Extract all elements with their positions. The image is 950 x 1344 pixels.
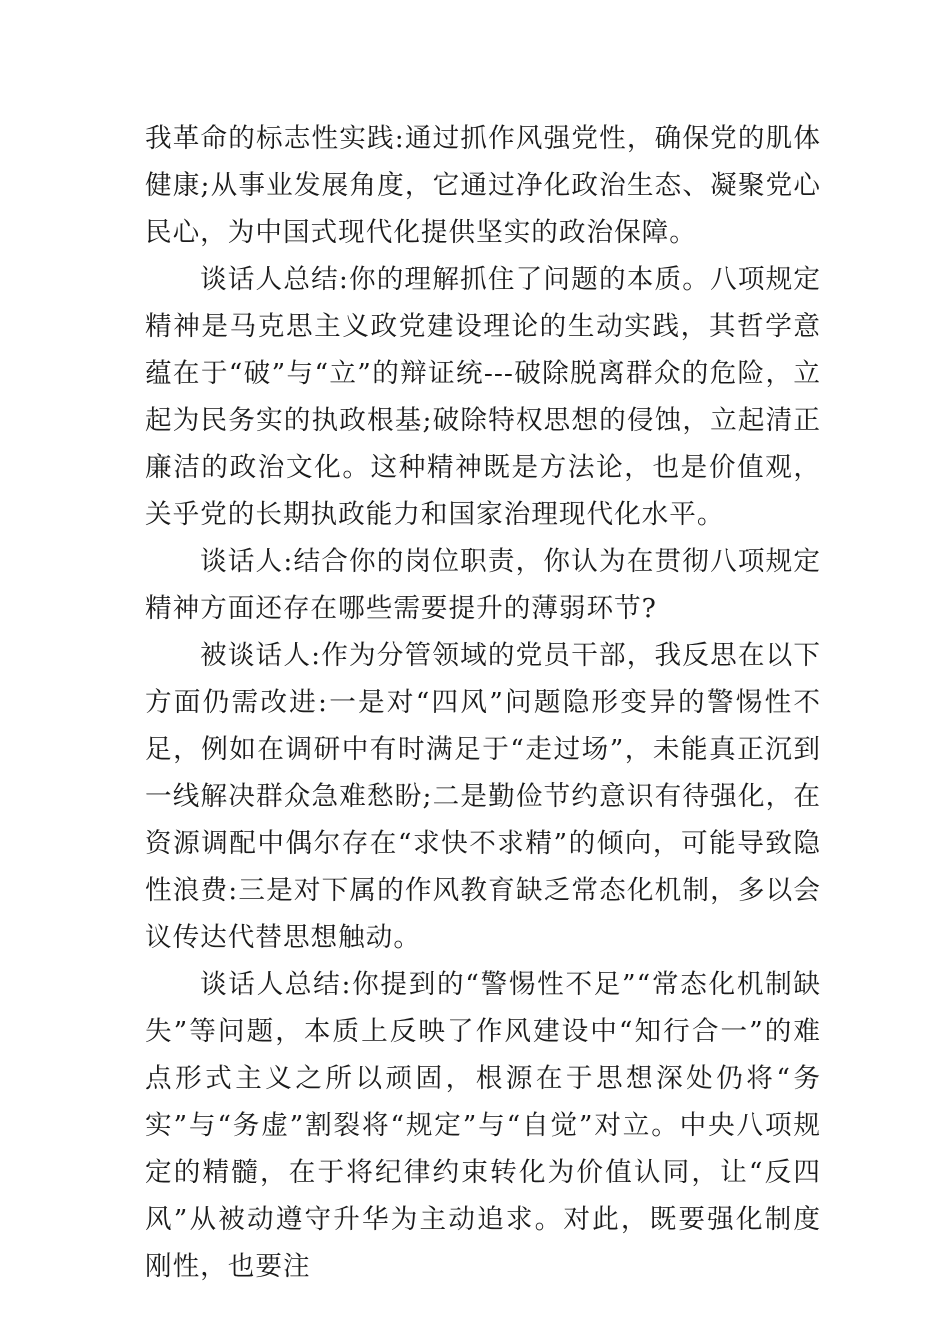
document-body: [145, 115, 821, 1290]
paragraph-interviewer-summary-1: 谈话人总结:你的理解抓住了问题的本质。八项规定精神是马克思主义政党建设理论的生动实践，其哲学意蕴在于“破”与“立”的辩证统---破除脱离群众的危险，立起为民务实的执政根基;破除特权思想的侵蚀，立起清正廉洁的政治文化。这种精神既是方法论，也是价值观，关乎党的长期执政能力和国家治理现代化水平。: [145, 264, 821, 530]
paragraph-interviewee-answer: 被谈话人:作为分管领域的党员干部，我反思在以下方面仍需改进:一是对“四风”问题隐形变异的警惕性不足，例如在调研中有时满足于“走过场”，未能真正沉到一线解决群众急难愁盼;二是勤俭节约意识有待强化，在资源调配中偶尔存在“求快不求精”的倾向，可能导致隐性浪费:三是对下属的作风教育缺乏常态化机制，多以会议传达代替思想触动。: [145, 640, 821, 953]
paragraph-interviewer-summary-2: 谈话人总结:你提到的“警惕性不足”“常态化机制缺失”等问题，本质上反映了作风建设中“知行合一”的难点形式主义之所以顽固，根源在于思想深处仍将“务实”与“务虚”割裂将“规定”与“自觉”对立。中央八项规定的精髓，在于将纪律约束转化为价值认同，让“反四风”从被动遵守升华为主动追求。对此，既要强化制度刚性，也要注: [145, 969, 821, 1282]
paragraph-continuation: 我革命的标志性实践:通过抓作风强党性，确保党的肌体健康;从事业发展角度，它通过净化政治生态、凝聚党心民心，为中国式现代化提供坚实的政治保障。: [145, 123, 821, 248]
paragraph-interviewer-question: 谈话人:结合你的岗位职责，你认为在贯彻八项规定精神方面还存在哪些需要提升的薄弱环节?: [145, 546, 821, 624]
